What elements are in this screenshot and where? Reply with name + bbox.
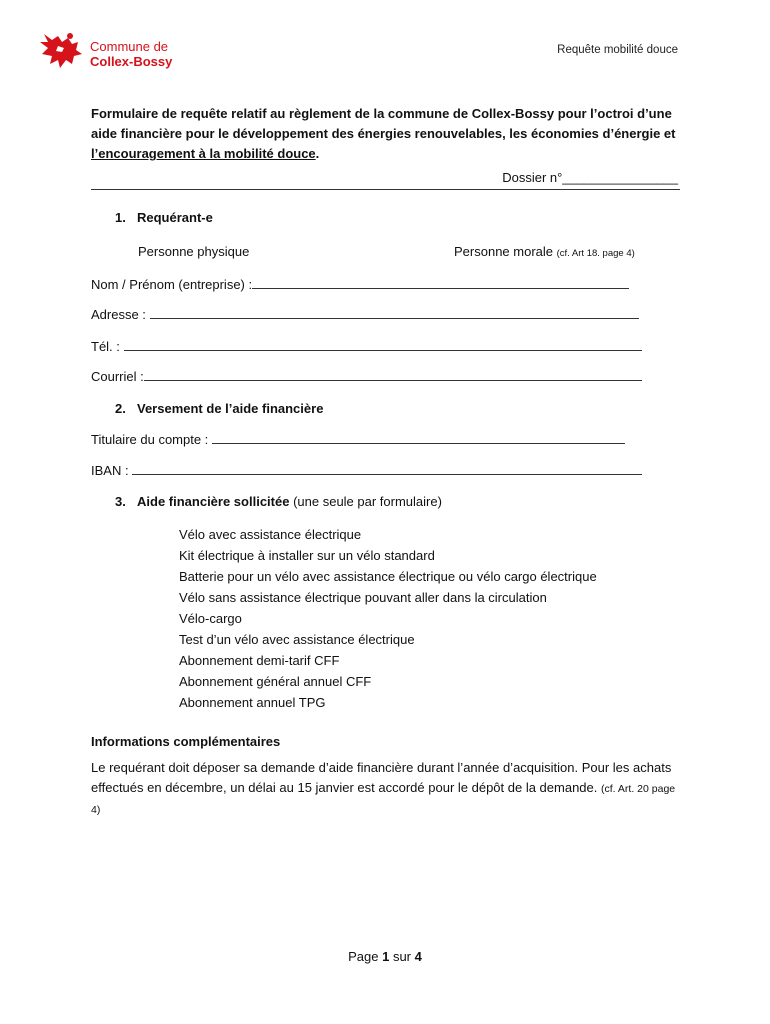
commune-logo [38, 30, 86, 70]
option-personne-morale-label: Personne morale [454, 244, 553, 259]
aid-option-item[interactable]: Test d’un vélo avec assistance électrique [179, 632, 415, 647]
form-title-text: Formulaire de requête relatif au règlement de la commune de Collex-Bossy pour l’octroi d’une aide financière pour le développement des énergies renouvelables, les économies d’énergie et [91, 106, 676, 141]
commune-name-line2: Collex-Bossy [90, 54, 173, 69]
field-tel-label: Tél. : [91, 339, 120, 354]
field-nom-prenom[interactable] [91, 277, 629, 292]
field-adresse-line[interactable] [150, 308, 639, 319]
info-heading: Informations complémentaires [91, 734, 281, 749]
page-number-middle: sur [389, 949, 415, 964]
field-nom-prenom-line[interactable] [252, 278, 629, 289]
aid-option-item[interactable]: Abonnement demi-tarif CFF [179, 653, 340, 668]
field-iban-label: IBAN : [91, 463, 129, 478]
commune-name [90, 39, 172, 69]
form-title-underlined: l’encouragement à la mobilité douce [91, 146, 316, 161]
dossier-number-field[interactable]: Dossier n°________________ [502, 170, 678, 185]
aid-option-item[interactable]: Vélo sans assistance électrique pouvant aller dans la circulation [179, 590, 547, 605]
section-3-heading [115, 494, 442, 509]
field-adresse[interactable] [91, 307, 639, 322]
page-number-total: 4 [414, 949, 422, 964]
aid-option-item[interactable]: Abonnement annuel TPG [179, 695, 326, 710]
page-number-prefix: Page [348, 949, 383, 964]
field-courriel-line[interactable] [144, 370, 642, 381]
aid-option-item[interactable]: Vélo avec assistance électrique [179, 527, 362, 542]
aid-option-item[interactable]: Abonnement général annuel CFF [179, 674, 372, 689]
section-3-note: (une seule par formulaire) [293, 494, 442, 509]
field-tel[interactable] [91, 339, 642, 354]
field-titulaire-label: Titulaire du compte : [91, 432, 209, 447]
section-2-number: 2. [115, 401, 126, 416]
aid-options-list [179, 524, 597, 713]
griffin-emblem-icon [38, 30, 86, 70]
field-adresse-label: Adresse : [91, 307, 146, 322]
section-3-title: Aide financière sollicitée [137, 494, 290, 509]
info-body-text: Le requérant doit déposer sa demande d’aide financière durant l’année d’acquisition. Pour les achats effectués en décembre, un délai au 15 janvier est accordé pour le dépôt de la demande. [91, 760, 672, 795]
document-type-label: Requête mobilité douce [557, 44, 678, 56]
field-iban-line[interactable] [132, 464, 642, 475]
form-title-end: . [315, 146, 320, 161]
field-tel-line[interactable] [124, 340, 642, 351]
title-divider [91, 189, 680, 190]
option-personne-morale[interactable] [454, 244, 635, 259]
field-courriel[interactable] [91, 369, 642, 384]
option-personne-physique[interactable]: Personne physique [138, 244, 250, 259]
section-2-title: Versement de l’aide financière [137, 401, 324, 416]
field-titulaire-line[interactable] [212, 433, 625, 444]
form-title [91, 104, 691, 164]
field-courriel-label: Courriel : [91, 369, 144, 384]
aid-option-item[interactable]: Kit électrique à installer sur un vélo standard [179, 548, 435, 563]
section-3-number: 3. [115, 494, 126, 509]
section-1-heading [115, 210, 213, 225]
field-titulaire[interactable] [91, 432, 625, 447]
info-body [91, 758, 681, 821]
option-personne-morale-ref: (cf. Art 18. page 4) [556, 248, 635, 259]
field-iban[interactable] [91, 463, 642, 478]
commune-name-line1: Commune de [90, 39, 169, 54]
info-body-ref: (cf. Art. 20 page 4) [91, 782, 676, 816]
section-1-number: 1. [115, 210, 126, 225]
page-number-current: 1 [382, 949, 390, 964]
field-nom-prenom-label: Nom / Prénom (entreprise) : [91, 277, 253, 292]
aid-option-item[interactable]: Batterie pour un vélo avec assistance électrique ou vélo cargo électrique [179, 569, 597, 584]
section-1-title: Requérant-e [137, 210, 213, 225]
aid-option-item[interactable]: Vélo-cargo [179, 611, 242, 626]
section-2-heading [115, 401, 323, 416]
page-number [0, 949, 770, 964]
